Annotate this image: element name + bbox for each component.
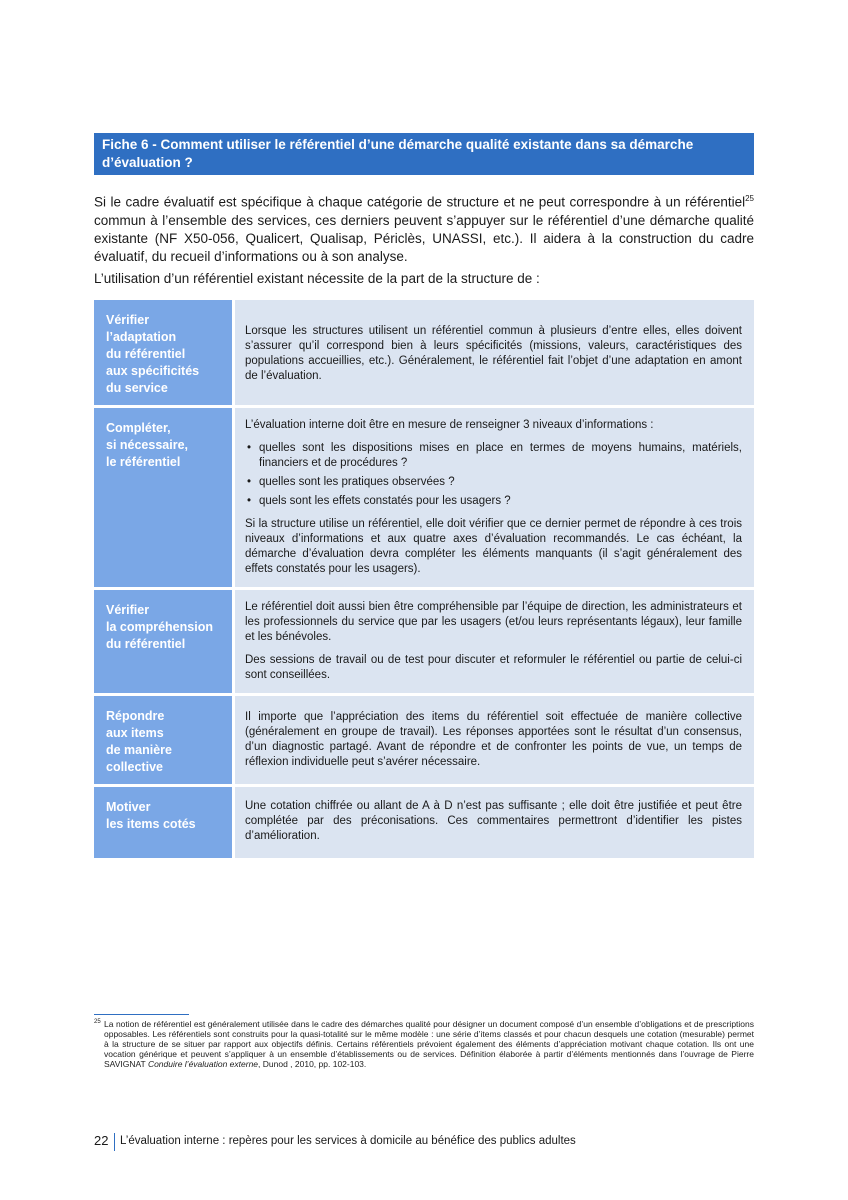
paragraph: Une cotation chiffrée ou allant de A à D n’est pas suffisante ; elle doit être justifiée et peut être complétée par des préconisations. Ces commentaires permettront d’identifier les pistes d’amélioration. xyxy=(245,800,742,842)
fiche-title: Fiche 6 - Comment utiliser le référentiel d’une démarche qualité existante dans sa démarche d’évaluation ? xyxy=(94,133,754,175)
paragraph: Lorsque les structures utilisent un référentiel commun à plusieurs d’entre elles, elles doivent s’assurer qu’il correspond bien à leurs spécificités (missions, valeurs, caractéristiques des populations accueillies, etc.). Généralement, le référentiel fait l’objet d’une adaptation en amont de l’évaluation. xyxy=(245,325,742,382)
step-row xyxy=(94,405,754,587)
footnote-reference[interactable]: 25 xyxy=(745,194,754,203)
footer-divider xyxy=(114,1133,115,1151)
bullet-list xyxy=(245,441,742,509)
step-row xyxy=(94,693,754,784)
paragraph: Des sessions de travail ou de test pour discuter et reformuler le référentiel ou partie de celui-ci sont conseillées. xyxy=(245,654,742,681)
steps-table xyxy=(94,300,754,858)
book-title: Conduire l’évaluation externe xyxy=(147,1059,259,1069)
paragraph: Si la structure utilise un référentiel, elle doit vérifier que ce dernier permet de répondre à ces trois niveaux d’informations et aux quatre axes d’évaluation recommandés. Le cas échéant, la démarche d’évaluation devra compléter les éléments manquants (il s’agit généralement des effets constatés pour les usagers). xyxy=(245,518,742,575)
intro-text-2: commun à l’ensemble des services, ces derniers peuvent s’appuyer sur le référentiel d’une démarche qualité existante (NF X50-056, Qualicert, Qualisap, Périclès, UNASSI, etc.). Il aidera à la construction du cadre évaluatif, du recueil d’informations ou à son analyse. xyxy=(94,212,754,264)
footnote-text-2: , Dunod , 2010, pp. 102-103. xyxy=(258,1059,367,1069)
paragraph: Le référentiel doit aussi bien être compréhensible par l’équipe de direction, les administrateurs et les professionnels du service que par les usagers (et/ou leurs représentants légaux), leur famille et les bénévoles. xyxy=(245,601,742,643)
intro-text-1: Si le cadre évaluatif est spécifique à chaque catégorie de structure et ne peut correspondre à un référentiel xyxy=(94,194,746,210)
step-description xyxy=(232,408,754,587)
step-label: Vérifier l’adaptation du référentiel aux spécificités du service xyxy=(94,300,232,405)
page-number: 22 xyxy=(94,1133,109,1148)
step-label: Vérifier la compréhension du référentiel xyxy=(94,590,232,693)
footnote-divider xyxy=(94,1014,189,1015)
running-title: L’évaluation interne : repères pour les services à domicile au bénéfice des publics adultes xyxy=(120,1135,576,1147)
lead-sentence: L’utilisation d’un référentiel existant nécessite de la part de la structure de : xyxy=(94,271,540,286)
paragraph: L’évaluation interne doit être en mesure de renseigner 3 niveaux d’informations : xyxy=(245,419,654,431)
footnote xyxy=(94,1019,754,1069)
step-description xyxy=(232,300,754,405)
step-label: Répondre aux items de manière collective xyxy=(94,696,232,784)
step-description xyxy=(232,590,754,693)
footnote-number: 25 xyxy=(94,1019,101,1025)
list-item: • quelles sont les dispositions mises en place en termes de moyens humains, matériels, financiers et de procédures ? xyxy=(245,441,742,471)
footnote-text-1: La notion de référentiel est généralement utilisée dans le cadre des démarches qualité pour désigner un document composé d’un ensemble d’obligations et de prescriptions opposables. Les référentiels sont construits pour la quasi-totalité sur le même modèle : une série d’items classés et pour chacun desquels une cotation (mesurable) permet à la structure de se situer par rapport aux objectifs définis. Certains référentiels prévoient également des éléments d’appréciation motivant chaque cotation. Ils ont une vocation générique et peuvent s’appliquer à un ensemble d’établissements ou de services. Définition élaborée à partir d’éléments mentionnés dans l’ouvrage de Pierre SAVIGNAT xyxy=(104,1019,754,1069)
list-item: • quelles sont les pratiques observées ? xyxy=(245,475,742,490)
step-row xyxy=(94,784,754,858)
step-description xyxy=(232,787,754,858)
step-label: Compléter, si nécessaire, le référentiel xyxy=(94,408,232,587)
list-item: • quels sont les effets constatés pour les usagers ? xyxy=(245,494,742,509)
footnote-text xyxy=(104,1019,754,1069)
step-description xyxy=(232,696,754,784)
paragraph: Il importe que l’appréciation des items du référentiel soit effectuée de manière collective (généralement en groupe de travail). Les réponses apportées sont le résultat d’un consensus, d’un diagnostic partagé. Avant de répondre et de confronter les points de vue, un temps de réflexion individuelle peut s’avérer nécessaire. xyxy=(245,711,742,768)
step-row xyxy=(94,587,754,693)
intro-paragraph xyxy=(94,190,754,266)
step-label: Motiver les items cotés xyxy=(94,787,232,858)
step-row xyxy=(94,300,754,405)
